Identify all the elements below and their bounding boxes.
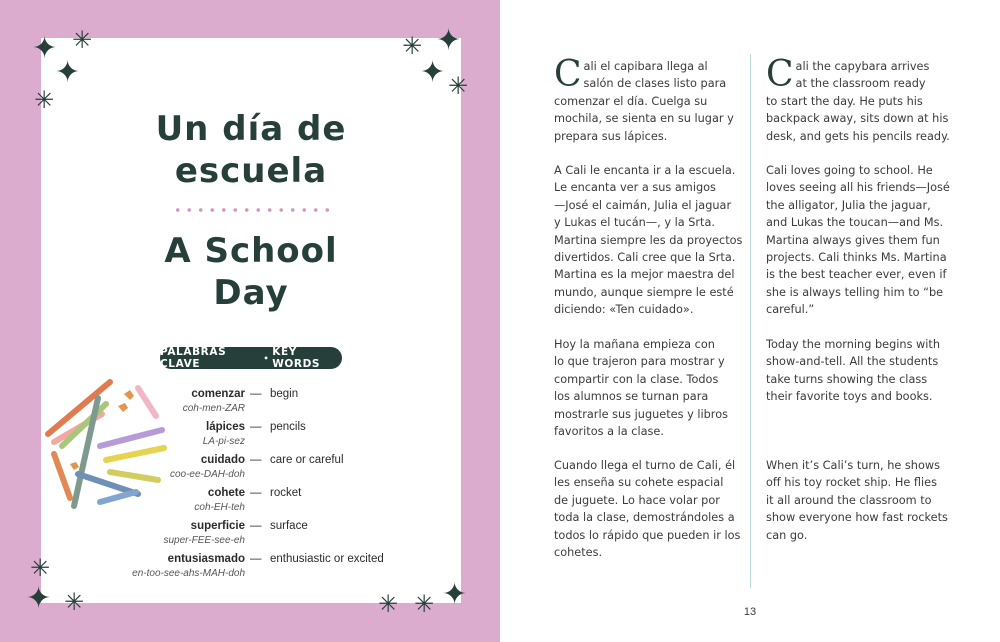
text-line: de juguete. Lo hace volar por	[554, 493, 720, 507]
title-en-line2: Day	[213, 273, 289, 313]
text-line: and Lukas the toucan—and Ms.	[766, 216, 944, 230]
paragraph	[554, 162, 744, 319]
vocab-translation: surface	[270, 520, 308, 532]
asterisk-star-icon: ✳	[448, 72, 469, 100]
vocab-dash: —	[250, 421, 262, 433]
text-line: is the best teacher ever, even if	[766, 268, 947, 282]
star-icon: ✦	[436, 23, 462, 58]
text-line: Le encanta ver a sus amigos	[554, 181, 716, 195]
asterisk-star-icon: ✳	[64, 588, 85, 616]
vocab-pronunciation: super-FEE-see-eh	[163, 535, 245, 546]
text-line: ali the capybara arrives	[795, 60, 930, 73]
text-line: Martina es la mejor maestra del	[554, 268, 735, 282]
column-divider	[750, 54, 751, 588]
text-line: at the classroom ready	[795, 77, 926, 91]
vocab-entry	[110, 520, 470, 553]
text-line: A Cali le encanta ir a la escuela.	[554, 164, 736, 177]
text-line: careful.”	[766, 303, 815, 317]
text-line: Today the morning begins with	[766, 338, 941, 351]
vocab-dash: —	[250, 520, 262, 532]
text-line: salón de clases listo para	[583, 77, 727, 91]
text-line: Martina siempre les da proyectos	[554, 233, 743, 247]
vocab-dash: —	[250, 388, 262, 400]
asterisk-star-icon: ✳	[414, 590, 435, 618]
text-line: compartir con la clase. Todos	[554, 372, 719, 386]
vocab-entry	[110, 388, 470, 421]
vocab-entry	[110, 487, 470, 520]
paragraph	[766, 457, 956, 544]
text-line: ali el capibara llega al	[583, 60, 708, 73]
text-line: toda la clase, demostrándoles a	[554, 511, 735, 525]
text-line: divertidos. Cali cree que la Srta.	[554, 251, 736, 265]
paragraph	[766, 336, 956, 406]
text-line: she is always telling him to “be	[766, 285, 944, 299]
vocab-translation: rocket	[270, 487, 302, 499]
key-words-separator: •	[263, 353, 270, 363]
drop-cap: C	[554, 54, 582, 95]
asterisk-star-icon: ✳	[30, 554, 51, 582]
text-line: y Lukas el tucán—, y la Srta.	[554, 216, 716, 230]
text-line: Cuando llega el turno de Cali, él	[554, 459, 736, 472]
key-words-label-es: PALABRAS CLAVE	[160, 346, 227, 370]
text-line: Cali loves going to school. He	[766, 164, 933, 177]
vocab-translation: pencils	[270, 421, 306, 433]
vocab-term: entusiasmado	[167, 553, 245, 565]
title-en-line1: A School	[164, 231, 338, 271]
vocab-dash: —	[250, 553, 262, 565]
star-icon: ✦	[442, 577, 468, 612]
key-words-badge	[160, 347, 342, 369]
paragraph	[554, 457, 744, 561]
text-line: los alumnos se turnan para	[554, 390, 709, 404]
text-line: off his toy rocket ship. He flies	[766, 476, 937, 490]
text-line: backpack away, sits down at his	[766, 112, 949, 126]
page-title-spanish	[41, 108, 461, 192]
text-line: Martina always gives them fun	[766, 233, 940, 247]
text-line: mundo, aunque siempre le esté	[554, 285, 734, 299]
text-line: diciendo: «Ten cuidado».	[554, 303, 694, 317]
vocab-entry	[110, 454, 470, 487]
text-line: to start the day. He puts his	[766, 94, 923, 108]
text-line: todos lo rápido que pueden ir los	[554, 528, 741, 542]
text-line: can go.	[766, 528, 808, 542]
vocab-translation: care or careful	[270, 454, 344, 466]
star-icon: ✦	[26, 581, 52, 616]
star-icon: ✦	[32, 31, 58, 66]
asterisk-star-icon: ✳	[72, 26, 93, 54]
text-line: show everyone how fast rockets	[766, 511, 948, 525]
vocab-pronunciation: coh-EH-teh	[194, 502, 245, 513]
star-icon: ✦	[55, 55, 81, 90]
page-title-english	[41, 230, 461, 314]
vocab-pronunciation: coh-men-ZAR	[182, 403, 245, 414]
vocab-translation: begin	[270, 388, 299, 400]
text-line: When it’s Cali’s turn, he shows	[766, 459, 940, 472]
title-es-line1: Un día de	[155, 109, 347, 149]
vocab-term: lápices	[206, 421, 245, 433]
asterisk-star-icon: ✳	[378, 590, 399, 618]
paragraph	[766, 162, 956, 319]
text-line: projects. Cali thinks Ms. Martina	[766, 251, 947, 265]
page-number: 13	[743, 606, 757, 618]
paragraph	[554, 54, 744, 145]
text-line: loves seeing all his friends—José	[766, 181, 950, 195]
text-line: it all around the classroom to	[766, 493, 932, 507]
vocab-term: superficie	[190, 520, 245, 532]
text-line: favoritos a la clase.	[554, 425, 664, 439]
vocab-dash: —	[250, 487, 262, 499]
text-line: the alligator, Julia the jaguar,	[766, 198, 931, 212]
text-line: mostrarle sus juguetes y libros	[554, 407, 728, 421]
text-line: les enseña su cohete espacial	[554, 476, 724, 490]
asterisk-star-icon: ✳	[34, 86, 55, 114]
title-es-line2: escuela	[174, 151, 328, 191]
vocab-pronunciation: LA-pi-sez	[202, 436, 245, 447]
vocab-pronunciation: en-too-see-ahs-MAH-doh	[132, 568, 245, 579]
key-words-label-en: KEY WORDS	[272, 346, 321, 370]
vocab-dash: —	[250, 454, 262, 466]
text-line: —José el caimán, Julia el jaguar	[554, 198, 732, 212]
vocab-entry	[110, 553, 470, 586]
vocab-pronunciation: coo-ee-DAH-doh	[169, 469, 245, 480]
text-line: Hoy la mañana empieza con	[554, 338, 715, 351]
vocab-translation: enthusiastic or excited	[270, 553, 384, 565]
text-line: mochila, se sienta en su lugar y	[554, 112, 734, 126]
drop-cap: C	[766, 54, 794, 95]
paragraph	[766, 54, 956, 145]
vocab-term: cohete	[207, 487, 245, 499]
text-line: lo que trajeron para mostrar y	[554, 355, 725, 369]
text-line: desk, and gets his pencils ready.	[766, 129, 950, 143]
text-line: show-and-tell. All the students	[766, 355, 939, 369]
paragraph	[554, 336, 744, 440]
text-line: comenzar el día. Cuelga su	[554, 94, 708, 108]
star-icon: ✦	[420, 55, 446, 90]
text-line: their favorite toys and books.	[766, 390, 933, 404]
vocab-term: cuidado	[200, 454, 245, 466]
vocab-entry	[110, 421, 470, 454]
asterisk-star-icon: ✳	[402, 32, 423, 60]
text-line: prepara sus lápices.	[554, 129, 668, 143]
dotted-divider	[172, 206, 332, 214]
vocab-term: comenzar	[191, 388, 245, 400]
text-line: take turns showing the class	[766, 372, 928, 386]
text-line: cohetes.	[554, 546, 603, 560]
